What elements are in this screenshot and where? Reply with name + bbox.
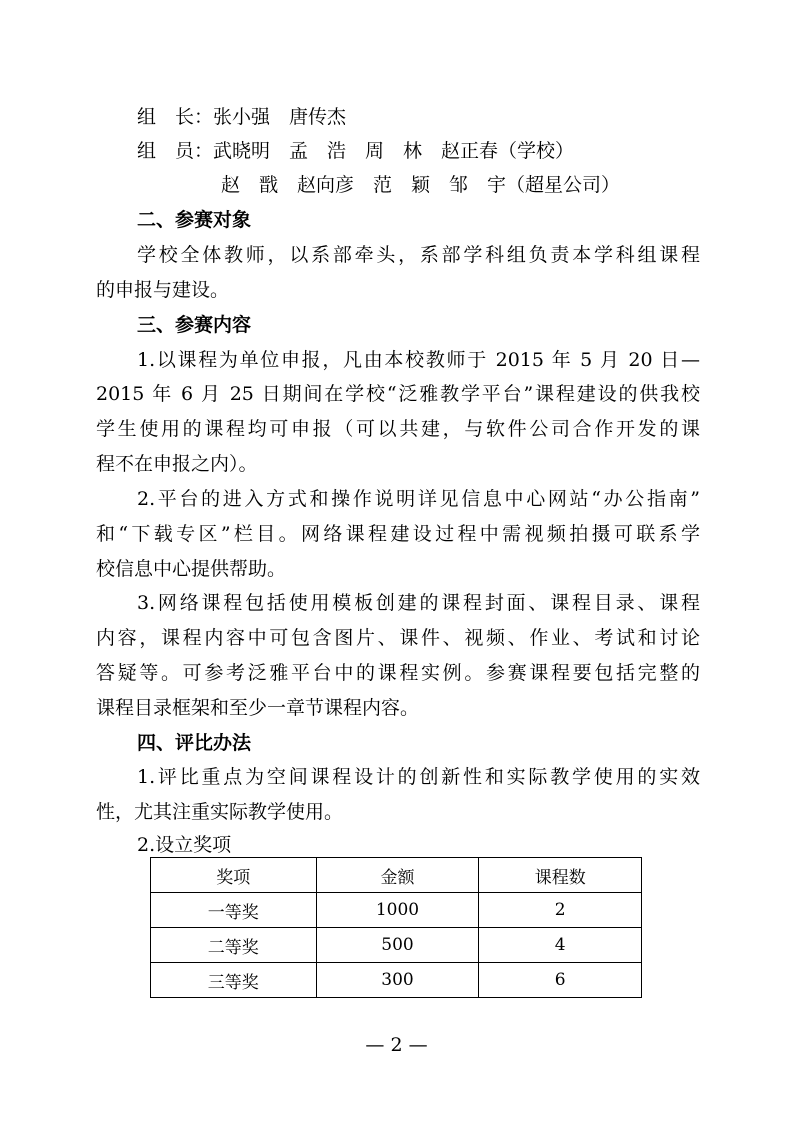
table-header-cell: 课程数 <box>479 858 642 893</box>
section-2-heading: 二、参赛对象 <box>137 209 252 231</box>
table-row <box>151 928 642 963</box>
page-number: — 2 — <box>365 1034 428 1056</box>
section-4-heading: 四、评比办法 <box>137 732 252 754</box>
section-3-heading: 三、参赛内容 <box>137 314 252 336</box>
table-cell: 2 <box>479 893 642 928</box>
table-header-cell: 金额 <box>316 858 479 893</box>
table-row <box>151 893 642 928</box>
table-cell: 1000 <box>316 893 479 928</box>
table-header-row <box>151 858 642 893</box>
section-2-line: 学校全体教师，以系部牵头，系部学科组负责本学科组课程 <box>137 244 700 266</box>
table-cell: 500 <box>316 928 479 963</box>
table-header-cell: 奖项 <box>151 858 317 893</box>
table-cell: 三等奖 <box>151 963 317 998</box>
section-3-line: 答疑等。可参考泛雅平台中的课程实例。参赛课程要包括完整的 <box>96 662 700 684</box>
committee-members-line-2: 赵 戬 赵向彦 范 颖 邹 宇（超星公司） <box>221 174 621 196</box>
section-3-line: 2015 年 6 月 25 日期间在学校“泛雅教学平台”课程建设的供我校 <box>96 383 700 405</box>
section-4-line: 1.评比重点为空间课程设计的创新性和实际教学使用的实效 <box>137 766 700 788</box>
section-2-line: 的申报与建设。 <box>96 279 230 301</box>
section-3-line: 3.网络课程包括使用模板创建的课程封面、课程目录、课程 <box>137 592 700 614</box>
table-cell: 二等奖 <box>151 928 317 963</box>
table-cell: 6 <box>479 963 642 998</box>
table-cell: 4 <box>479 928 642 963</box>
section-3-line: 校信息中心提供帮助。 <box>96 558 287 580</box>
section-3-line: 课程目录框架和至少一章节课程内容。 <box>96 697 420 719</box>
table-cell: 一等奖 <box>151 893 317 928</box>
committee-leader-line: 组 长：张小强 唐传杰 <box>137 106 347 128</box>
awards-table <box>150 857 642 998</box>
section-3-line: 程不在申报之内）。 <box>96 453 258 475</box>
section-3-line: 1.以课程为单位申报，凡由本校教师于 2015 年 5 月 20 日— <box>137 349 700 371</box>
section-4-line: 2.设立奖项 <box>137 834 232 856</box>
section-3-line: 和“下载专区”栏目。网络课程建设过程中需视频拍摄可联系学 <box>96 523 700 545</box>
committee-members-line-1: 组 员：武晓明 孟 浩 周 林 赵正春（学校） <box>137 140 575 162</box>
section-3-line: 2.平台的进入方式和操作说明详见信息中心网站“办公指南” <box>137 488 700 510</box>
section-3-line: 内容，课程内容中可包含图片、课件、视频、作业、考试和讨论 <box>96 627 700 649</box>
section-3-line: 学生使用的课程均可申报（可以共建，与软件公司合作开发的课 <box>96 418 700 440</box>
table-row <box>151 963 642 998</box>
section-4-line: 性，尤其注重实际教学使用。 <box>96 801 344 823</box>
table-cell: 300 <box>316 963 479 998</box>
